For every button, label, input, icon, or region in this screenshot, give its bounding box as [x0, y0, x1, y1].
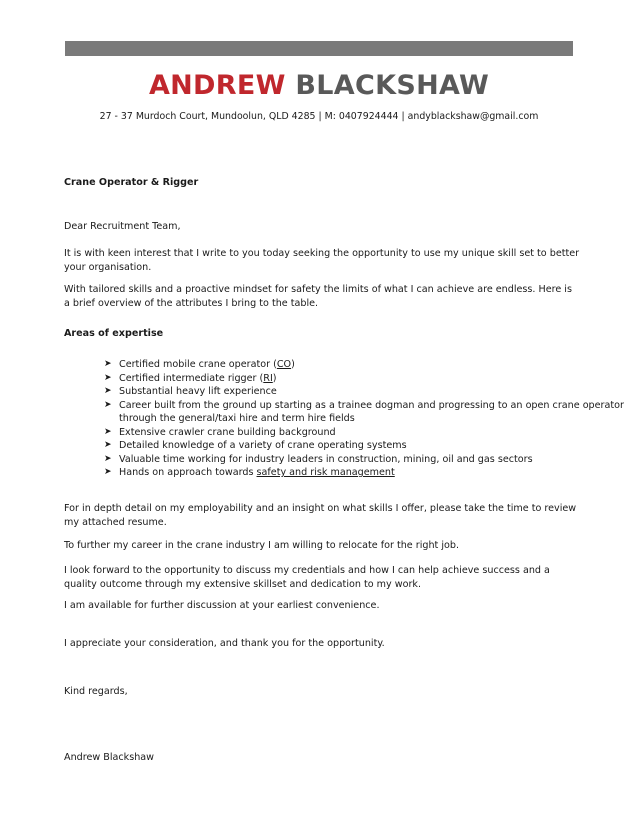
expertise-heading: Areas of expertise — [64, 328, 164, 339]
list-item: ➤ Certified mobile crane operator (CO) — [104, 359, 295, 370]
skills-paragraph-line1: With tailored skills and a proactive mindset for safety the limits of what I can achieve are endless. Here is — [64, 284, 572, 295]
intro-paragraph: It is with keen interest that I write to you today seeking the opportunity to use my unique skill set to better your organisation. — [64, 248, 580, 273]
availability-paragraph: I am available for further discussion at your earliest convenience. — [64, 600, 380, 611]
co-link[interactable]: CO — [276, 359, 292, 370]
applicant-name — [0, 70, 638, 102]
skills-paragraph — [64, 283, 584, 311]
arrow-bullet-icon: ➤ — [104, 359, 112, 369]
discuss-paragraph: I look forward to the opportunity to discuss my credentials and how I can help achieve success and a quality outcome through my extensive skillset and dedication to my work. — [64, 565, 550, 590]
last-name: BLACKSHAW — [295, 70, 490, 101]
arrow-bullet-icon: ➤ — [104, 426, 112, 437]
ri-link[interactable]: RI — [263, 372, 273, 384]
list-item: ➤ Detailed knowledge of a variety of crane operating systems — [104, 440, 407, 451]
list-item: ➤ Certified intermediate rigger (RI) — [104, 372, 277, 384]
arrow-bullet-icon: ➤ — [104, 440, 112, 450]
first-name: ANDREW — [148, 70, 286, 101]
arrow-bullet-icon: ➤ — [104, 386, 112, 396]
salutation: Dear Recruitment Team, — [64, 221, 181, 232]
arrow-bullet-icon: ➤ — [104, 467, 112, 477]
relocate-paragraph: To further my career in the crane industry I am willing to relocate for the right job. — [64, 540, 460, 551]
closing: Kind regards, — [64, 686, 128, 697]
list-item: ➤ Hands on approach towards safety and risk management — [104, 467, 395, 478]
position-title: Crane Operator & Rigger — [64, 177, 199, 188]
list-item: ➤ Valuable time working for industry leaders in construction, mining, oil and gas sectors — [104, 453, 533, 465]
expertise-list — [104, 358, 624, 480]
arrow-bullet-icon: ➤ — [104, 453, 112, 464]
resume-paragraph: For in depth detail on my employability and an insight on what skills I offer, please take the time to review my attached resume. — [64, 503, 577, 528]
thanks-paragraph: I appreciate your consideration, and thank you for the opportunity. — [64, 638, 385, 649]
contact-details: 27 - 37 Murdoch Court, Mundoolun, QLD 4285 | M: 0407924444 | andyblackshaw@gmail.com — [99, 111, 539, 122]
safety-link[interactable]: safety and risk management — [256, 467, 395, 478]
list-item: ➤ Substantial heavy lift experience — [104, 386, 277, 397]
header-bar — [65, 41, 573, 56]
list-item: ➤ Extensive crawler crane building background — [104, 426, 336, 438]
skills-paragraph-line2: a brief overview of the attributes I bring to the table. — [64, 298, 319, 309]
signature: Andrew Blackshaw — [64, 752, 155, 763]
arrow-bullet-icon: ➤ — [104, 399, 112, 410]
arrow-bullet-icon: ➤ — [104, 372, 112, 383]
list-item: ➤ Career built from the ground up starting as a trainee dogman and progressing to an open crane operator through the general/taxi hire and term hire fields — [104, 399, 624, 424]
